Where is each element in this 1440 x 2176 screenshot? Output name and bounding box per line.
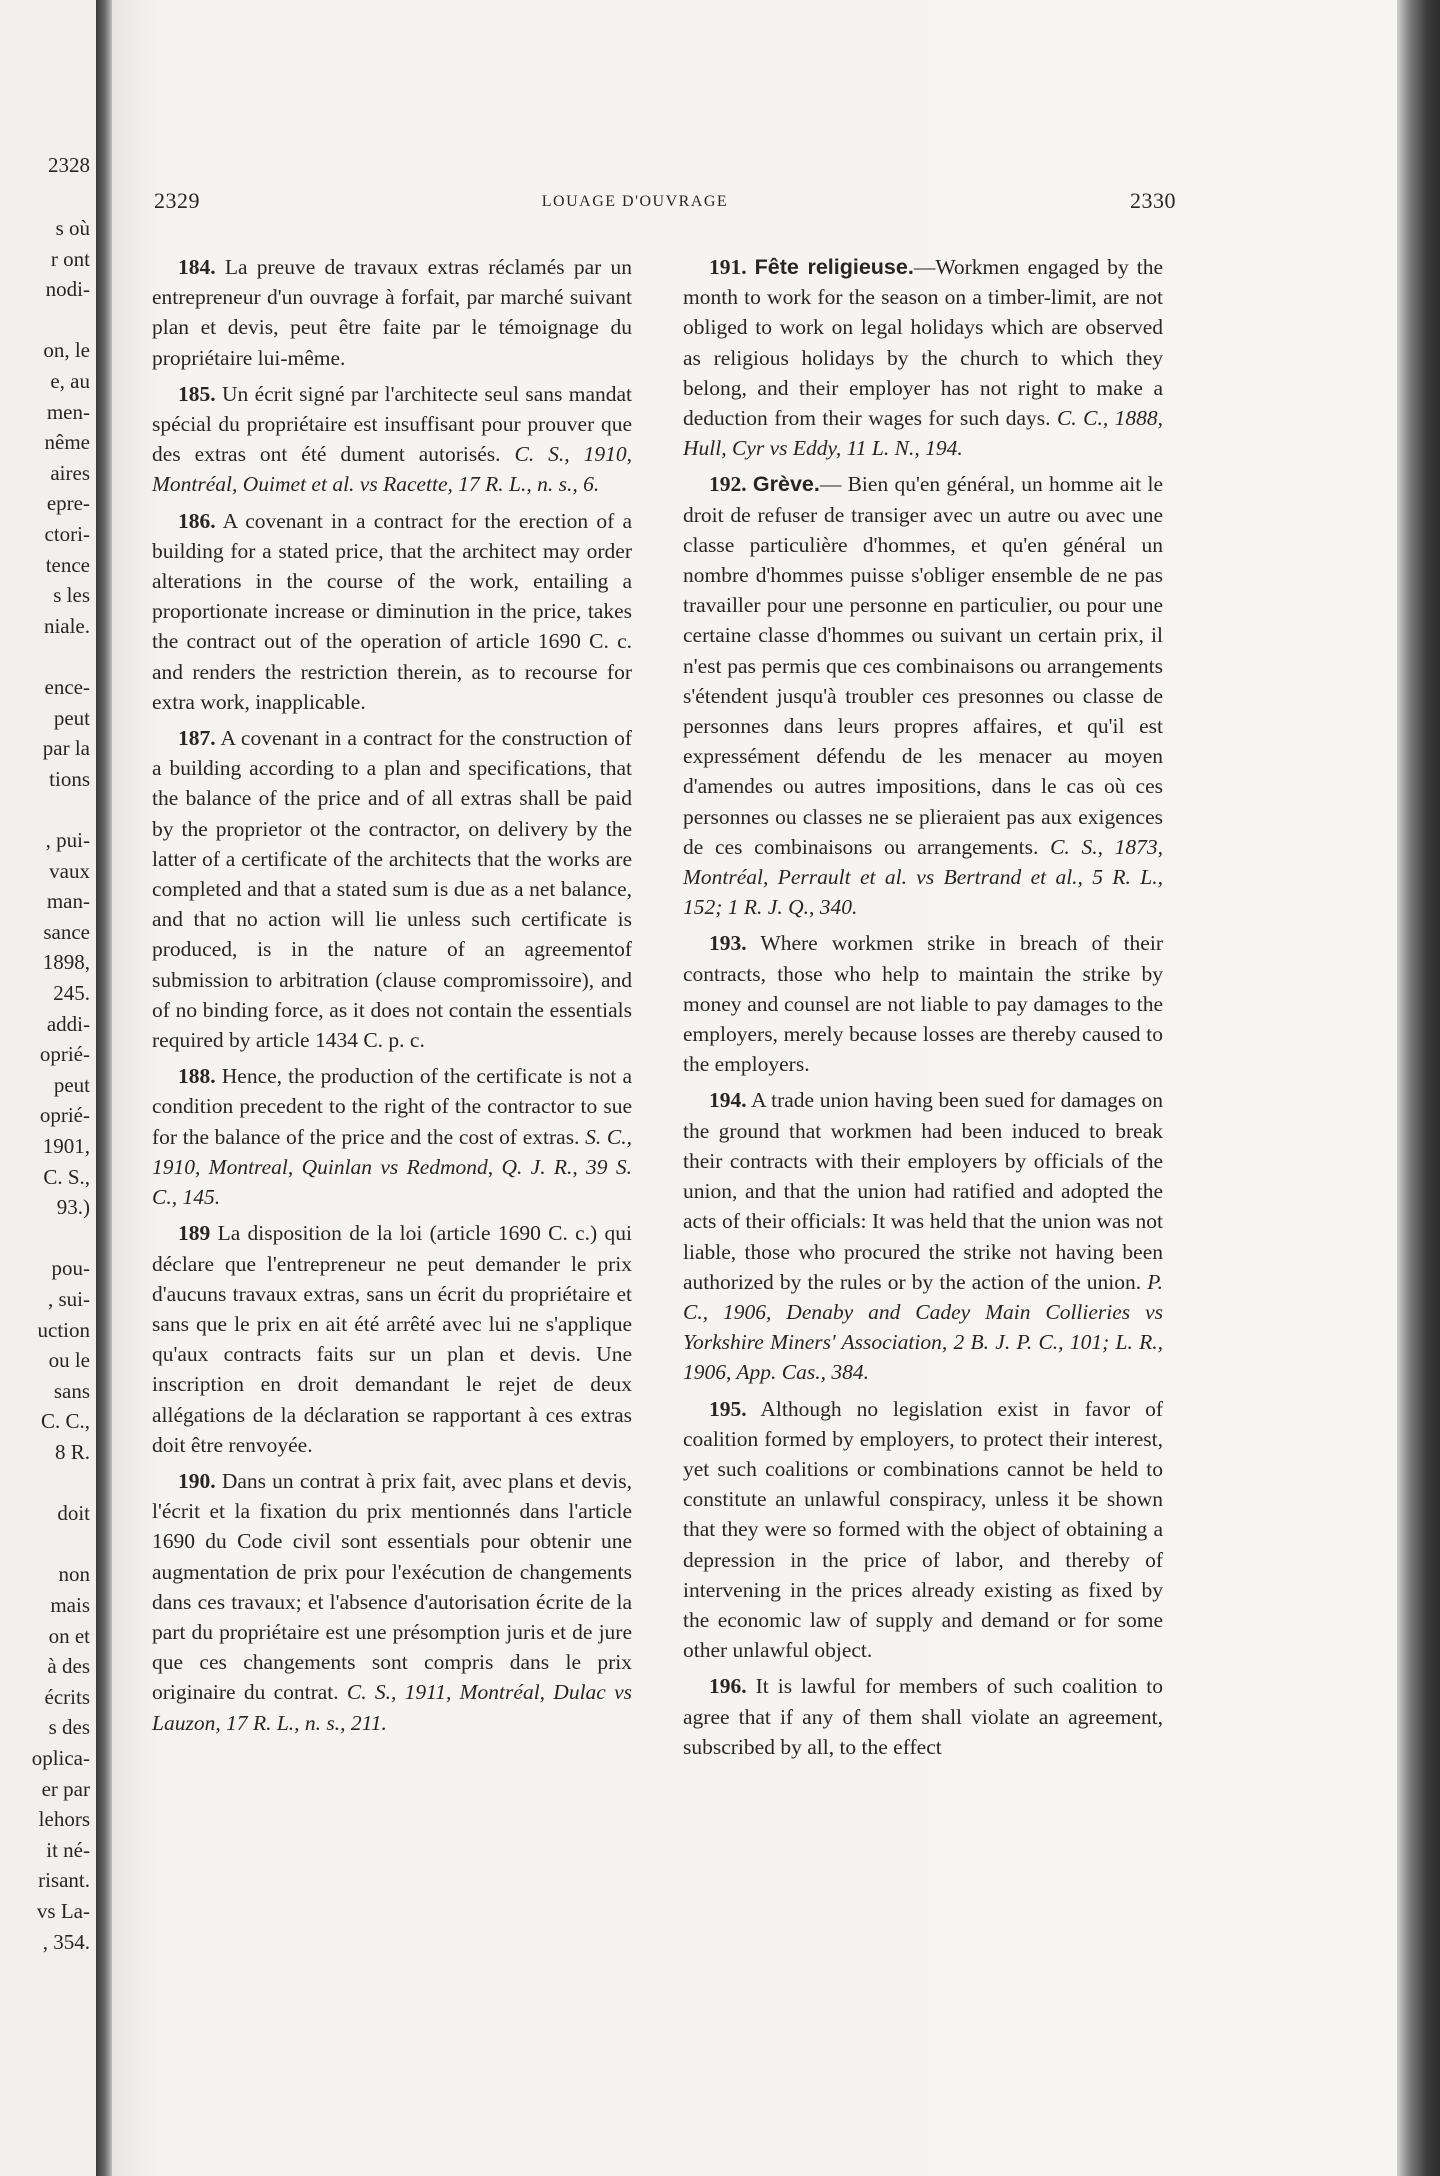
paragraph-number: 189 (178, 1221, 211, 1246)
page-number-right: 2330 (1130, 188, 1176, 213)
left-page-fragment-line: risant. (38, 1868, 90, 1893)
left-page-fragment-line: nodi- (45, 277, 90, 302)
left-page-fragment-line: oplica- (31, 1746, 90, 1770)
paragraph-heading: Fête religieuse. (754, 255, 914, 279)
paragraph-text: Un écrit signé par l'architecte seul sans mandat spécial du propriétaire est insuffisant pour prouver que des extras ont été dument autorisés. (152, 381, 632, 467)
book-right-edge (1397, 0, 1440, 2176)
paragraph-number: 186. (178, 508, 216, 533)
left-page-fragment-line: oprié- (39, 1103, 90, 1128)
paragraph (683, 928, 1163, 1079)
paragraph-text: —Workmen engaged by the month to work for the season on a timber-limit, are not obliged to work on legal holidays which are observed as religious holidays by the church to which they belong, and their employer has not right to make a deduction from their wages for such days. (683, 255, 1163, 431)
left-page-fragment-line: s où (55, 216, 90, 240)
left-page-fragment-line: ctori- (44, 522, 90, 546)
left-page-fragment-line: 245. (53, 981, 90, 1005)
left-page-fragment-line: uction (37, 1317, 90, 1342)
left-page-fragment-line: addi- (46, 1011, 90, 1036)
left-page-fragment-line: aires (50, 460, 90, 485)
paragraph (152, 379, 632, 500)
left-page-fragment-line: ence- (44, 675, 90, 699)
left-page-fragment-line: vs La- (36, 1899, 90, 1923)
left-page-fragment-line: , pui- (45, 828, 90, 852)
left-page-fragment-line: pou- (51, 1256, 90, 1281)
left-page-fragment-line: à des (47, 1654, 90, 1679)
paragraph-number: 191. (709, 255, 747, 279)
right-column (683, 252, 1163, 1768)
paragraph-text: Although no legislation exist in favor of coalition formed by employers, to protect their interest, yet such coalitions or combinations cannot be held to constitute an unlawful conspiracy, unless it be shown that they were so formed with the object of obtaining a depression in the price of labor, and thereby of intervening in the prices already existing as fixed by the economic law of supply and demand or for some other unlawful object. (683, 1396, 1163, 1663)
paragraph (683, 469, 1163, 922)
paragraph (683, 1394, 1163, 1666)
paragraph (152, 506, 632, 717)
paragraph-text: Where workmen strike in breach of their contracts, those who help to maintain the strike by money and counsel are not liable to pay damages to the employers, merely because losses are thereby caused to the employers. (683, 931, 1163, 1077)
left-page-fragment-line: tence (45, 552, 90, 577)
left-page-fragment-line: r ont (50, 246, 90, 271)
paragraph (152, 1218, 632, 1460)
left-page-fragment-line: epre- (46, 491, 90, 516)
left-page-number: 2328 (48, 153, 90, 177)
left-page-fragment-line: mais (50, 1593, 90, 1617)
left-page-fragment-line: 1898, (42, 950, 90, 975)
paragraph (152, 1061, 632, 1212)
left-page-fragment (0, 0, 96, 2176)
page-number-left: 2329 (154, 188, 200, 213)
left-page-fragment-line: par la (42, 736, 90, 761)
left-page-fragment-line: doit (57, 1501, 90, 1526)
paragraph-number: 188. (178, 1064, 216, 1089)
citation: C. C., 1888, Hull, Cyr vs Eddy, 11 L. N., 194. (683, 406, 1164, 461)
citation: P. C., 1906, Denaby and Cadey Main Collieries vs Yorkshire Miners' Association, 2 B. J. P. C., 101; L. R., 1906, App. Cas., 384. (683, 1269, 1164, 1385)
paragraph-text: Hence, the production of the certificate is not a condition precedent to the right of the contractor to sue for the balance of the price and the cost of extras. (152, 1064, 633, 1149)
citation: C. S., 1873, Montréal, Perrault et al. vs Bertrand et al., 5 R. L., 152; 1 R. J. Q., 340. (683, 834, 1164, 920)
paragraph-number: 194. (709, 1088, 747, 1113)
left-page-fragment-line: peut (53, 705, 90, 730)
left-page-fragment-line: on et (48, 1623, 90, 1648)
paragraph-text: A trade union having been sued for damages on the ground that workmen had been induced to break their contracts with their employers by officials of the union, and that the union had ratified and adopted the acts of their officials: It was held that the union was not liable, those who procured the strike not having been authorized by the rules or by the action of the union. (683, 1088, 1163, 1294)
left-page-fragment-line: on, le (43, 338, 90, 363)
left-page-fragment-line: non (58, 1562, 90, 1587)
left-page-fragment-line: 93.) (56, 1195, 90, 1220)
left-page-fragment-line: 1901, (42, 1134, 90, 1158)
paragraph (683, 1671, 1163, 1762)
paragraph-number: 193. (709, 931, 747, 956)
left-page-fragment-line: peut (53, 1072, 90, 1097)
paragraph (683, 1085, 1163, 1387)
left-page-fragment-line: er par (41, 1776, 90, 1801)
citation: C. S., 1910, Montréal, Ouimet et al. vs Racette, 17 R. L., n. s., 6. (152, 442, 633, 497)
paragraph-number: 192. (709, 472, 747, 497)
paragraph-number: 187. (178, 726, 216, 751)
paragraph-number: 195. (709, 1396, 747, 1421)
left-page-fragment-line: ou le (48, 1348, 90, 1373)
paragraph (152, 252, 632, 373)
left-page-fragment-line: s les (53, 583, 90, 608)
paragraph-text: — Bien qu'en général, un homme ait le droit de refuser de transiger avec un autre ou avec une classe particulière d'hommes, et qu'en général un nombre d'hommes puisse s'obliger ensemble de ne pas travailler pour une personne en particulier, ou pour une certaine classe d'hommes ou suivant un certain prix, il n'est pas permis que ces combinaisons ou arrangements s'étendent jusqu'à troubler ces presonnes ou classe de personnes dans leurs propres affaires, et qu'il est expressément défendu de les menacer au moyen d'amendes ou autres impositions, dans le cas où ces personnes ou classes ne se plieraient pas aux exigences de ces combinaisons ou arrangements. (683, 472, 1164, 859)
paragraph-text: It is lawful for members of such coalition to agree that if any of them shall violate an agreement, subscribed by all, to the effect (683, 1674, 1163, 1759)
citation: C. S., 1911, Montréal, Dulac vs Lauzon, 17 R. L., n. s., 211. (152, 1680, 632, 1735)
paragraph-number: 184. (178, 255, 216, 279)
paragraph-heading: Grève. (752, 472, 820, 497)
left-page-fragment-line: lehors (38, 1807, 90, 1832)
paragraph (683, 252, 1163, 463)
left-page-fragment-line: sans (53, 1378, 90, 1403)
running-head: LOUAGE D'OUVRAGE (541, 193, 729, 210)
left-column (152, 252, 632, 1744)
citation: S. C., 1910, Montreal, Quinlan vs Redmond, Q. J. R., 39 S. C., 145. (152, 1124, 633, 1210)
left-page-fragment-line: men- (46, 399, 90, 424)
left-page-fragment-line: s des (48, 1715, 90, 1740)
paragraph-text: A covenant in a contract for the construction of a building according to a plan and specifications, that the balance of the price and of all extras shall be paid by the proprietor ot the contractor, on delivery by the latter of a certificate of the architects that the works are completed and that a stated sum is due as a net balance, and that no action will lie unless such certificate is produced, is in the nature of an agreementof submission to arbitration (clause compromissoire), and of no binding force, as it does not contain the essentials required by article 1434 C. p. c. (152, 726, 632, 1053)
left-page-fragment-line: man- (46, 889, 90, 914)
paragraph-number: 196. (709, 1674, 747, 1699)
paragraph (152, 723, 632, 1055)
paragraph-text: La preuve de travaux extras réclamés par un entrepreneur d'un ouvrage à forfait, par marché suivant plan et devis, peut être faite par le témoignage du propriétaire lui-même. (152, 255, 632, 370)
left-page-fragment-line: écrits (44, 1684, 90, 1709)
left-page-fragment-line: tions (49, 766, 90, 791)
left-page-fragment-line: vaux (49, 858, 90, 883)
paragraph-number: 190. (178, 1468, 216, 1493)
left-page-fragment-line: , sui- (48, 1287, 90, 1311)
paragraph-text: La disposition de la loi (article 1690 C. c.) qui déclare que l'entrepreneur ne peut demander le prix d'aucuns travaux extras, sans un écrit du propriétaire et sans que le prix en ait été arrêté avec lui ne s'applique qu'aux contracts faits sur un plan et devis. Une inscription en droit demandant le rejet de deux allégations de la déclaration se rapportant à ces extras doit être renvoyée. (152, 1221, 632, 1457)
left-page-fragment-line: , 354. (42, 1929, 90, 1954)
left-page-fragment-line: oprié- (39, 1042, 90, 1067)
left-page-fragment-line: 8 R. (54, 1440, 90, 1464)
left-page-fragment-line: niale. (43, 613, 90, 638)
paragraph-text: Dans un contrat à prix fait, avec plans et devis, l'écrit et la fixation du prix mentionnés dans l'article 1690 du Code civil sont essentials pour obtenir une augmentation de prix pour l'exécution de changements dans ces travaux; et l'absence d'autorisation écrite de la part du propriétaire est une présomption juris et de jure que ces changements sont compris dans le prix originaire du contrat. (152, 1468, 633, 1705)
paragraph-text: A covenant in a contract for the erection of a building for a stated price, that the architect may order alterations in the course of the work, entailing a proportionate increase or diminution in the price, takes the contract out of the operation of article 1690 C. c. and renders the restriction therein, as to recourse for extra work, inapplicable. (152, 508, 632, 714)
left-page-fragment-line: C. S., (43, 1164, 90, 1189)
left-page-fragment-line: e, au (50, 369, 90, 393)
paragraph (152, 1466, 632, 1738)
left-page-fragment-line: sance (43, 919, 90, 944)
book-gutter (96, 0, 112, 2176)
paragraph-number: 185. (178, 381, 216, 406)
left-page-fragment-line: nême (44, 430, 90, 455)
left-page-fragment-line: C. C., (40, 1409, 90, 1434)
left-page-fragment-line: it né- (46, 1837, 90, 1862)
